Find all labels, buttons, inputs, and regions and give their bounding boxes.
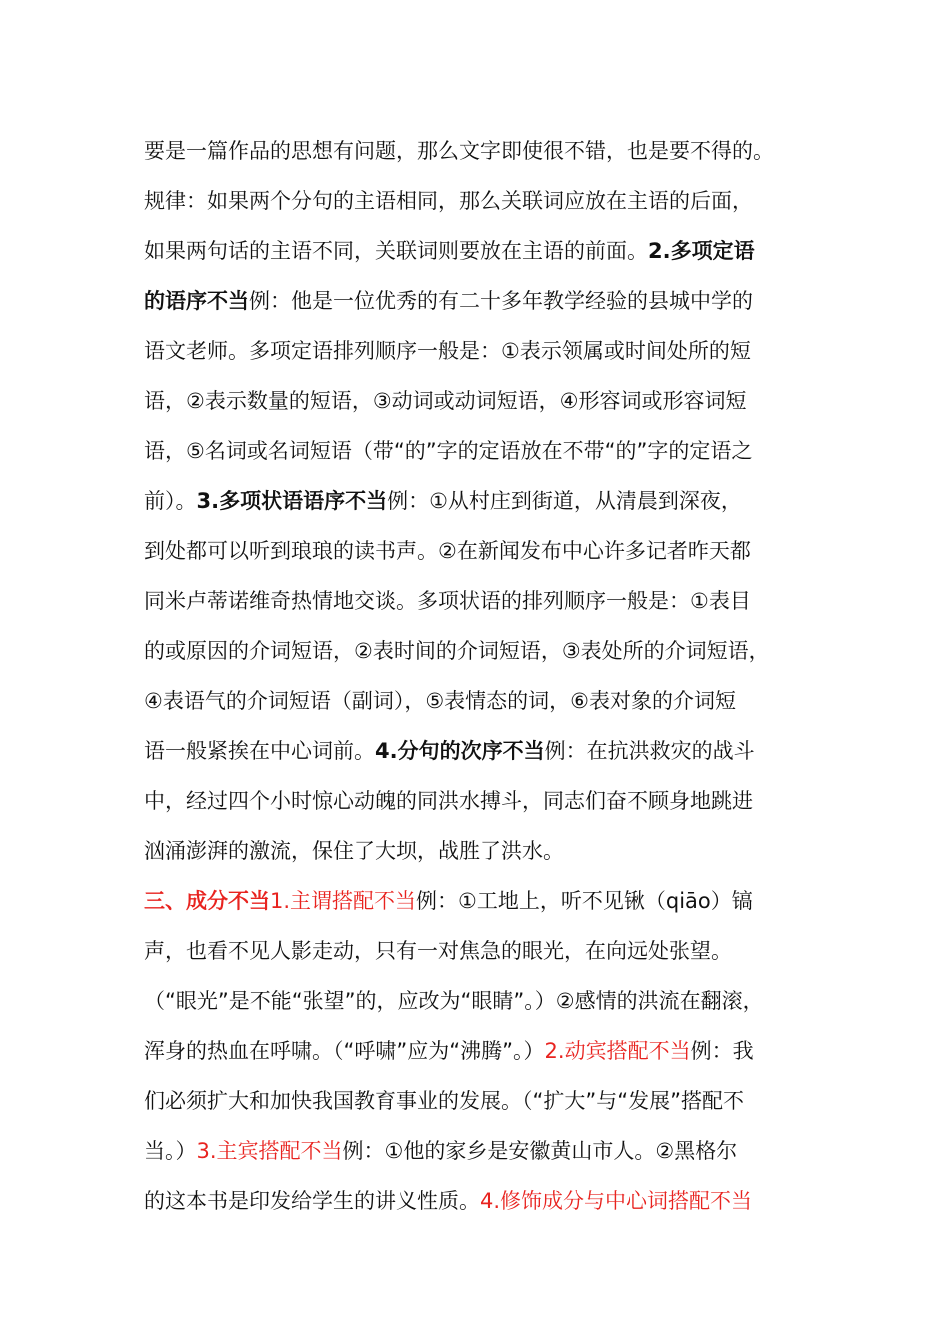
text-run: 声，也看不见人影走动，只有一对焦急的眼光，在向远处张望。 [144, 939, 732, 963]
text-run: 例：①他的家乡是安徽黄山市人。②黑格尔 [342, 1139, 738, 1163]
text-line [144, 876, 834, 926]
text-run: 浑身的热血在呼啸。（“呼啸”应为“沸腾”。） [144, 1039, 545, 1063]
text-line [144, 126, 834, 176]
text-line [144, 576, 834, 626]
highlighted-text-run: 4.修饰成分与中心词搭配不当 [480, 1189, 753, 1213]
text-line [144, 226, 834, 276]
text-run: 例：我 [690, 1039, 754, 1063]
highlighted-text-run: 2.多项定语 [648, 239, 755, 263]
text-run: 的这本书是印发给学生的讲义性质。 [144, 1189, 480, 1213]
text-line [144, 726, 834, 776]
text-run: （“眼光”是不能“张望”的，应改为“眼睛”。）②感情的洪流在翻滚， [144, 989, 764, 1013]
text-line [144, 326, 834, 376]
text-line [144, 926, 834, 976]
text-line [144, 376, 834, 426]
highlighted-text-run: 1.主谓搭配不当 [270, 889, 417, 913]
highlighted-text-run: 2.动宾搭配不当 [544, 1039, 691, 1063]
text-run: 语，⑤名词或名词短语（带“的”字的定语放在不带“的”字的定语之 [144, 439, 753, 463]
highlighted-text-run: 三、成分不当 [144, 889, 270, 913]
document-body [144, 126, 834, 1226]
text-run: 语文老师。多项定语排列顺序一般是：①表示领属或时间处所的短 [144, 339, 751, 363]
text-line [144, 1026, 834, 1076]
text-run: 语，②表示数量的短语，③动词或动词短语，④形容词或形容词短 [144, 389, 747, 413]
highlighted-text-run: 3.多项状语语序不当 [196, 489, 388, 513]
text-run: 如果两句话的主语不同，关联词则要放在主语的前面。 [144, 239, 648, 263]
text-line [144, 1076, 834, 1126]
text-run: 同米卢蒂诺维奇热情地交谈。多项状语的排列顺序一般是：①表目 [144, 589, 751, 613]
text-line [144, 1126, 834, 1176]
text-run: 的或原因的介词短语，②表时间的介词短语，③表处所的介词短语， [144, 639, 770, 663]
text-run: 当。） [144, 1139, 197, 1163]
text-run: 例：①从村庄到街道，从清晨到深夜， [387, 489, 742, 513]
text-run: 中，经过四个小时惊心动魄的同洪水搏斗，同志们奋不顾身地跳进 [144, 789, 753, 813]
text-line [144, 676, 834, 726]
text-line [144, 276, 834, 326]
text-run: 们必须扩大和加快我国教育事业的发展。（“扩大”与“发展”搭配不 [144, 1089, 745, 1113]
highlighted-text-run: 3.主宾搭配不当 [196, 1139, 343, 1163]
highlighted-text-run: 的语序不当 [144, 289, 249, 313]
text-line [144, 776, 834, 826]
text-line [144, 476, 834, 526]
text-line [144, 976, 834, 1026]
text-run: ④表语气的介词短语（副词），⑤表情态的词，⑥表对象的介词短 [144, 689, 736, 713]
text-line [144, 826, 834, 876]
text-run: 到处都可以听到琅琅的读书声。②在新闻发布中心许多记者昨天都 [144, 539, 751, 563]
text-line [144, 1176, 834, 1226]
text-run: 前）。 [144, 489, 197, 513]
text-run: 语一般紧挨在中心词前。 [144, 739, 375, 763]
text-line [144, 626, 834, 676]
text-run: 汹涌澎湃的激流，保住了大坝，战胜了洪水。 [144, 839, 564, 863]
text-run: 规律：如果两个分句的主语相同，那么关联词应放在主语的后面， [144, 189, 753, 213]
highlighted-text-run: 4.分句的次序不当 [375, 739, 545, 763]
text-run: 例：①工地上，听不见锹（qiāo）镐 [416, 889, 753, 913]
text-line [144, 426, 834, 476]
text-run: 例：在抗洪救灾的战斗 [544, 739, 755, 763]
text-run: 要是一篇作品的思想有问题，那么文字即使很不错，也是要不得的。 [144, 139, 774, 163]
text-line [144, 176, 834, 226]
text-line [144, 526, 834, 576]
text-run: 例：他是一位优秀的有二十多年教学经验的县城中学的 [249, 289, 753, 313]
